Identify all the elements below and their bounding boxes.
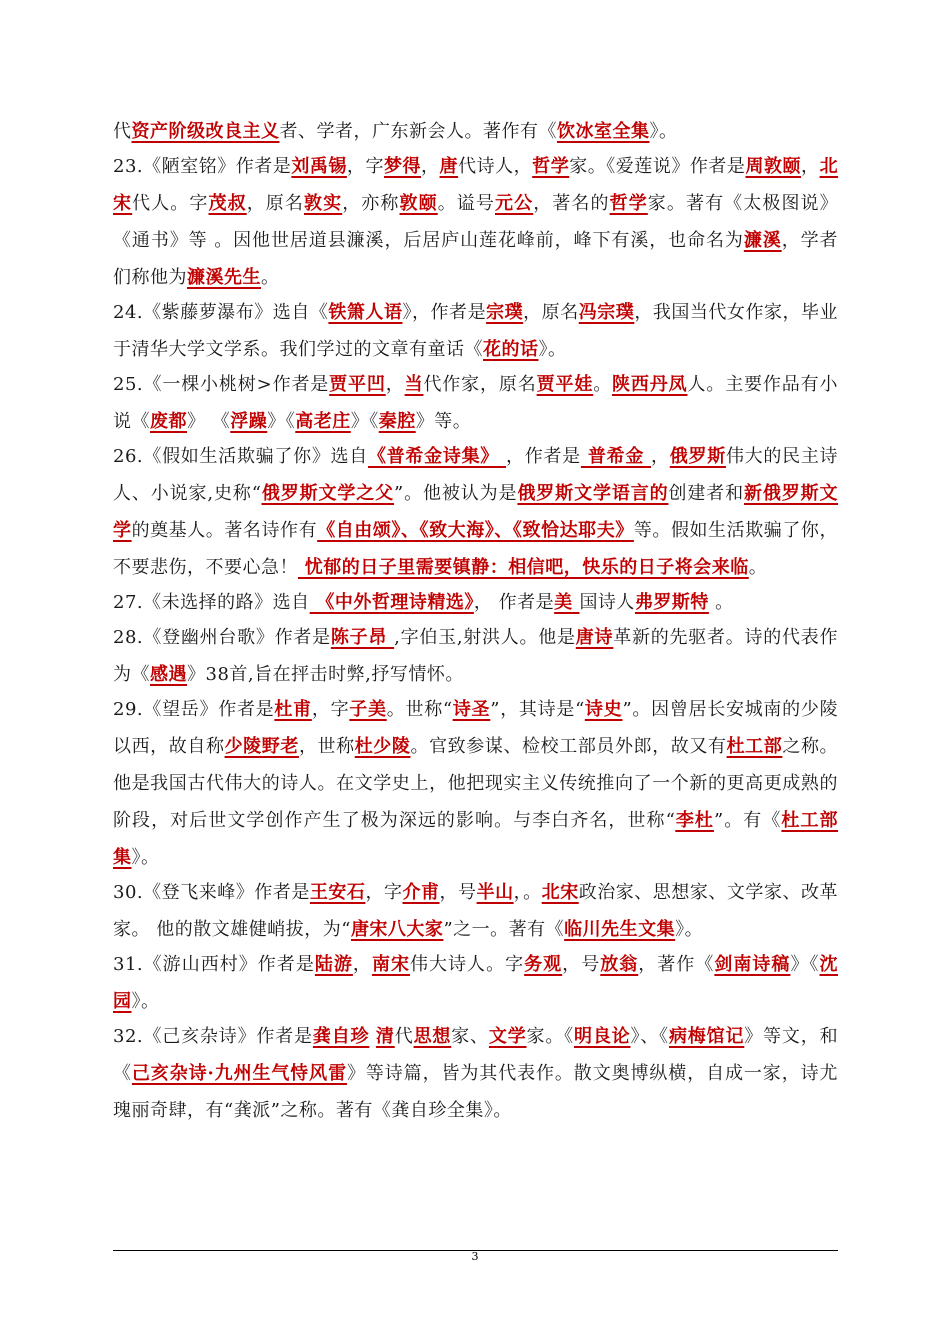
keyword-answer: 废都 xyxy=(150,411,187,432)
text-segment: ，亦称 xyxy=(342,193,400,214)
text-segment: 代诗人， xyxy=(458,156,533,177)
keyword-answer: 介甫 xyxy=(402,882,440,903)
text-segment: ”。他被认为是 xyxy=(394,483,518,504)
text-segment: 。 xyxy=(748,557,768,578)
text-segment: 》 《 xyxy=(187,411,231,432)
text-segment: ，字 xyxy=(311,699,350,720)
keyword-answer: 浮躁 xyxy=(230,411,268,432)
text-segment: 》38首,旨在抨击时弊,抒写情怀。 xyxy=(187,664,464,685)
text-segment: 。官致参谋、检校工部员外郎，故又有 xyxy=(410,736,727,757)
keyword-answer: 北宋 xyxy=(541,882,579,903)
paragraph-p27 xyxy=(113,584,838,621)
paragraph-p25 xyxy=(113,366,838,440)
text-segment: ， xyxy=(651,446,670,467)
keyword-answer: 刘禹锡 xyxy=(291,156,347,177)
keyword-answer: 清 xyxy=(375,1026,395,1047)
text-segment: ”，其诗是“ xyxy=(490,699,585,720)
keyword-answer: 秦腔 xyxy=(378,411,416,432)
keyword-answer: 茂叔 xyxy=(208,193,247,214)
keyword-answer: 感遇 xyxy=(150,664,187,685)
text-segment: 》。 xyxy=(675,919,704,940)
text-segment: ，著名的 xyxy=(533,193,610,214)
paragraph-p30 xyxy=(113,874,838,948)
keyword-answer: 高老庄 xyxy=(295,411,351,432)
keyword-answer: 放翁 xyxy=(600,954,639,975)
keyword-answer: 少陵野老 xyxy=(224,736,299,757)
paragraph-p26 xyxy=(113,438,838,586)
text-segment: 》等。 xyxy=(415,411,472,432)
paragraph-p22 xyxy=(113,113,838,150)
keyword-answer: 唐宋八大家 xyxy=(350,919,444,940)
text-segment: ， xyxy=(421,156,440,177)
keyword-answer: 文学 xyxy=(488,1026,527,1047)
text-segment: 》。 xyxy=(131,991,160,1012)
page-number: 3 xyxy=(471,1250,479,1263)
document-body xyxy=(113,113,838,1127)
keyword-answer: 北宋 xyxy=(113,156,839,214)
text-segment: ，号 xyxy=(439,882,477,903)
keyword-answer: 己亥杂诗·九州生气恃风雷 xyxy=(131,1063,347,1084)
text-segment: 》，作者是 xyxy=(402,302,487,323)
text-segment: 》等诗篇，皆为其代表作。散文奥博纵横，自成一家，诗尤瑰丽奇肆，有“龚派”之称。著有《龚自珍全集》。 xyxy=(113,1063,839,1121)
text-segment: 革新的先驱者。诗的代表作为《 xyxy=(113,627,839,685)
keyword-answer: 诗圣 xyxy=(452,699,491,720)
text-segment: ，我国当代女作家，毕业于清华大学文学系。我们学过的文章有童话《 xyxy=(113,302,839,360)
keyword-answer: 周敦颐 xyxy=(745,156,802,177)
keyword-answer: 濂溪 xyxy=(743,230,782,251)
keyword-answer: 思想 xyxy=(413,1026,452,1047)
text-segment: ， 作者是 xyxy=(473,592,555,613)
keyword-answer: 陈子昂 xyxy=(330,627,395,648)
keyword-answer: 务观 xyxy=(524,954,563,975)
text-segment: 。 xyxy=(593,374,613,395)
text-segment: 30.《登飞来峰》作者是 xyxy=(113,882,310,903)
keyword-answer: 沈园 xyxy=(113,954,838,1012)
text-segment: 29.《望岳》作者是 xyxy=(113,699,275,720)
keyword-answer: 唐诗 xyxy=(575,627,614,648)
keyword-answer: 杜甫 xyxy=(274,699,312,720)
text-segment: 代 xyxy=(113,121,132,142)
text-segment: 》《 xyxy=(350,411,379,432)
text-segment: 创建者和 xyxy=(668,483,745,504)
keyword-answer: 李杜 xyxy=(675,810,714,831)
keyword-answer: 病梅馆记 xyxy=(668,1026,745,1047)
keyword-answer: 敦颐 xyxy=(399,193,438,214)
text-segment: 代 xyxy=(394,1026,414,1047)
keyword-answer: 杜工部 xyxy=(726,736,783,757)
text-segment: 》。 xyxy=(538,339,567,360)
keyword-answer: 哲学 xyxy=(609,193,648,214)
text-segment: 。谥号 xyxy=(437,193,495,214)
text-segment: 家。《 xyxy=(526,1026,575,1047)
keyword-answer: 敦实 xyxy=(304,193,343,214)
keyword-answer: 陕西丹凤 xyxy=(612,374,688,395)
paragraph-p28 xyxy=(113,619,838,693)
keyword-answer: 宗璞 xyxy=(486,302,524,323)
text-segment: ， xyxy=(352,954,372,975)
keyword-answer: 临川先生文集 xyxy=(564,919,676,940)
text-segment: 家。著有《太极图说》《通书》等 。因他世居道县濂溪，后居庐山莲花峰前，峰下有溪，也命名为 xyxy=(113,193,839,251)
text-segment: ，原名 xyxy=(246,193,304,214)
text-segment: 国诗人 xyxy=(579,592,635,613)
text-segment: ，字 xyxy=(365,882,403,903)
keyword-answer: 俄罗斯文学语言的 xyxy=(517,483,669,504)
keyword-answer: 《普希金诗集》 xyxy=(367,446,507,467)
keyword-answer: 饮冰室全集 xyxy=(557,121,650,142)
keyword-answer: 《中外哲理诗精选》 xyxy=(309,592,474,613)
keyword-answer: 忧郁的日子里需要镇静：相信吧，快乐的日子将会来临 xyxy=(298,557,749,578)
text-segment: 伟大的民主诗人、小说家,史称“ xyxy=(113,446,839,504)
keyword-answer: 元公 xyxy=(495,193,534,214)
keyword-answer: 《自由颂》、《致大海》、《致恰达耶夫》 xyxy=(317,520,634,541)
text-segment: 28.《登幽州台歌》作者是 xyxy=(113,627,331,648)
text-segment: ，学者们称他为 xyxy=(113,230,839,288)
keyword-answer: 南宋 xyxy=(371,954,410,975)
text-segment: ，作者是 xyxy=(506,446,581,467)
text-segment: 家。《爱莲说》作者是 xyxy=(569,156,746,177)
keyword-answer: 铁箫人语 xyxy=(328,302,403,323)
text-segment: 政治家、思想家、文学家、改革家。 他的散文雄健峭拔，为“ xyxy=(113,882,839,940)
keyword-answer: 杜工部集 xyxy=(113,810,839,868)
text-segment: 》、《 xyxy=(630,1026,669,1047)
keyword-answer: 贾平娃 xyxy=(536,374,594,395)
text-segment: 的奠基人。著名诗作有 xyxy=(131,520,318,541)
keyword-answer: 俄罗斯 xyxy=(669,446,726,467)
text-segment: 》。 xyxy=(649,121,678,142)
keyword-answer: 花的话 xyxy=(483,339,539,360)
text-segment: 31.《游山西村》作者是 xyxy=(113,954,315,975)
text-segment: 代作家，原名 xyxy=(423,374,537,395)
text-segment: ，著作《 xyxy=(638,954,715,975)
keyword-answer: 子美 xyxy=(349,699,387,720)
keyword-answer: 贾平凹 xyxy=(329,374,386,395)
text-segment: ”。有《 xyxy=(713,810,782,831)
keyword-answer: 梦得 xyxy=(383,156,422,177)
keyword-answer: 弗罗斯特 xyxy=(634,592,709,613)
text-segment: 者、学者，广东新会人。著作有《 xyxy=(279,121,557,142)
text-segment: 》《 xyxy=(267,411,296,432)
text-segment: 家、 xyxy=(451,1026,489,1047)
keyword-answer: 冯宗璞 xyxy=(578,302,635,323)
text-segment: ，世称 xyxy=(298,736,355,757)
text-segment: 。 xyxy=(261,267,280,288)
text-segment: 等。假如生活欺骗了你，不要悲伤，不要心急！ xyxy=(113,520,838,578)
text-segment: ，。 xyxy=(513,882,542,903)
paragraph-p24 xyxy=(113,294,838,368)
text-segment: 27.《未选择的路》选自 xyxy=(113,592,310,613)
text-segment: 23.《陋室铭》作者是 xyxy=(113,156,292,177)
text-segment: 伟大诗人。字 xyxy=(409,954,525,975)
keyword-answer: 当 xyxy=(404,374,424,395)
text-segment: ”之一。著有《 xyxy=(443,919,565,940)
text-segment: 人。主要作品有小说《 xyxy=(113,374,838,432)
text-segment: 》。 xyxy=(131,847,160,868)
text-segment: 。 xyxy=(708,592,734,613)
text-segment: ，字 xyxy=(346,156,384,177)
keyword-answer: 龚自珍 xyxy=(312,1026,370,1047)
keyword-answer: 剑南诗稿 xyxy=(714,954,791,975)
keyword-answer: 哲学 xyxy=(532,156,570,177)
keyword-answer: 杜少陵 xyxy=(354,736,411,757)
text-segment: 代人。字 xyxy=(132,193,209,214)
text-segment: 25.《一棵小桃树>作者是 xyxy=(113,374,330,395)
paragraph-p31 xyxy=(113,946,838,1020)
text-segment: ， xyxy=(385,374,405,395)
text-segment: ，原名 xyxy=(523,302,579,323)
keyword-answer: 俄罗斯文学之父 xyxy=(261,483,395,504)
keyword-answer: 明良论 xyxy=(574,1026,631,1047)
keyword-answer: 半山 xyxy=(476,882,514,903)
text-segment: 》《 xyxy=(790,954,820,975)
keyword-answer: 新俄罗斯文学 xyxy=(113,483,839,541)
keyword-answer: 美 xyxy=(554,592,580,613)
keyword-answer: 王安石 xyxy=(309,882,366,903)
text-segment: 之称。他是我国古代伟大的诗人。在文学史上，他把现实主义传统推向了一个新的更高更成熟的阶段，对后世文学创作产生了极为深远的影响。与李白齐名，世称“ xyxy=(113,736,839,831)
text-segment: ，号 xyxy=(562,954,601,975)
keyword-answer: 资产阶级改良主义 xyxy=(131,121,280,142)
keyword-answer: 诗史 xyxy=(584,699,623,720)
text-segment: ”。因曾居长安城南的少陵以西，故自称 xyxy=(113,699,839,757)
text-segment: 26.《假如生活欺骗了你》选自 xyxy=(113,446,368,467)
keyword-answer: 普希金 xyxy=(580,446,652,467)
text-segment: 32.《己亥杂诗》作者是 xyxy=(113,1026,313,1047)
paragraph-p32 xyxy=(113,1018,838,1129)
text-segment: ,字伯玉,射洪人。他是 xyxy=(394,627,576,648)
text-segment: ， xyxy=(801,156,820,177)
keyword-answer: 陆游 xyxy=(314,954,353,975)
paragraph-p29 xyxy=(113,691,838,876)
paragraph-p23 xyxy=(113,148,838,296)
text-segment: 》等文，和《 xyxy=(113,1026,839,1084)
keyword-answer: 唐 xyxy=(439,156,459,177)
text-segment: 。世称“ xyxy=(386,699,453,720)
keyword-answer: 濂溪先生 xyxy=(187,267,261,288)
text-segment: 24.《紫藤萝瀑布》选自《 xyxy=(113,302,329,323)
